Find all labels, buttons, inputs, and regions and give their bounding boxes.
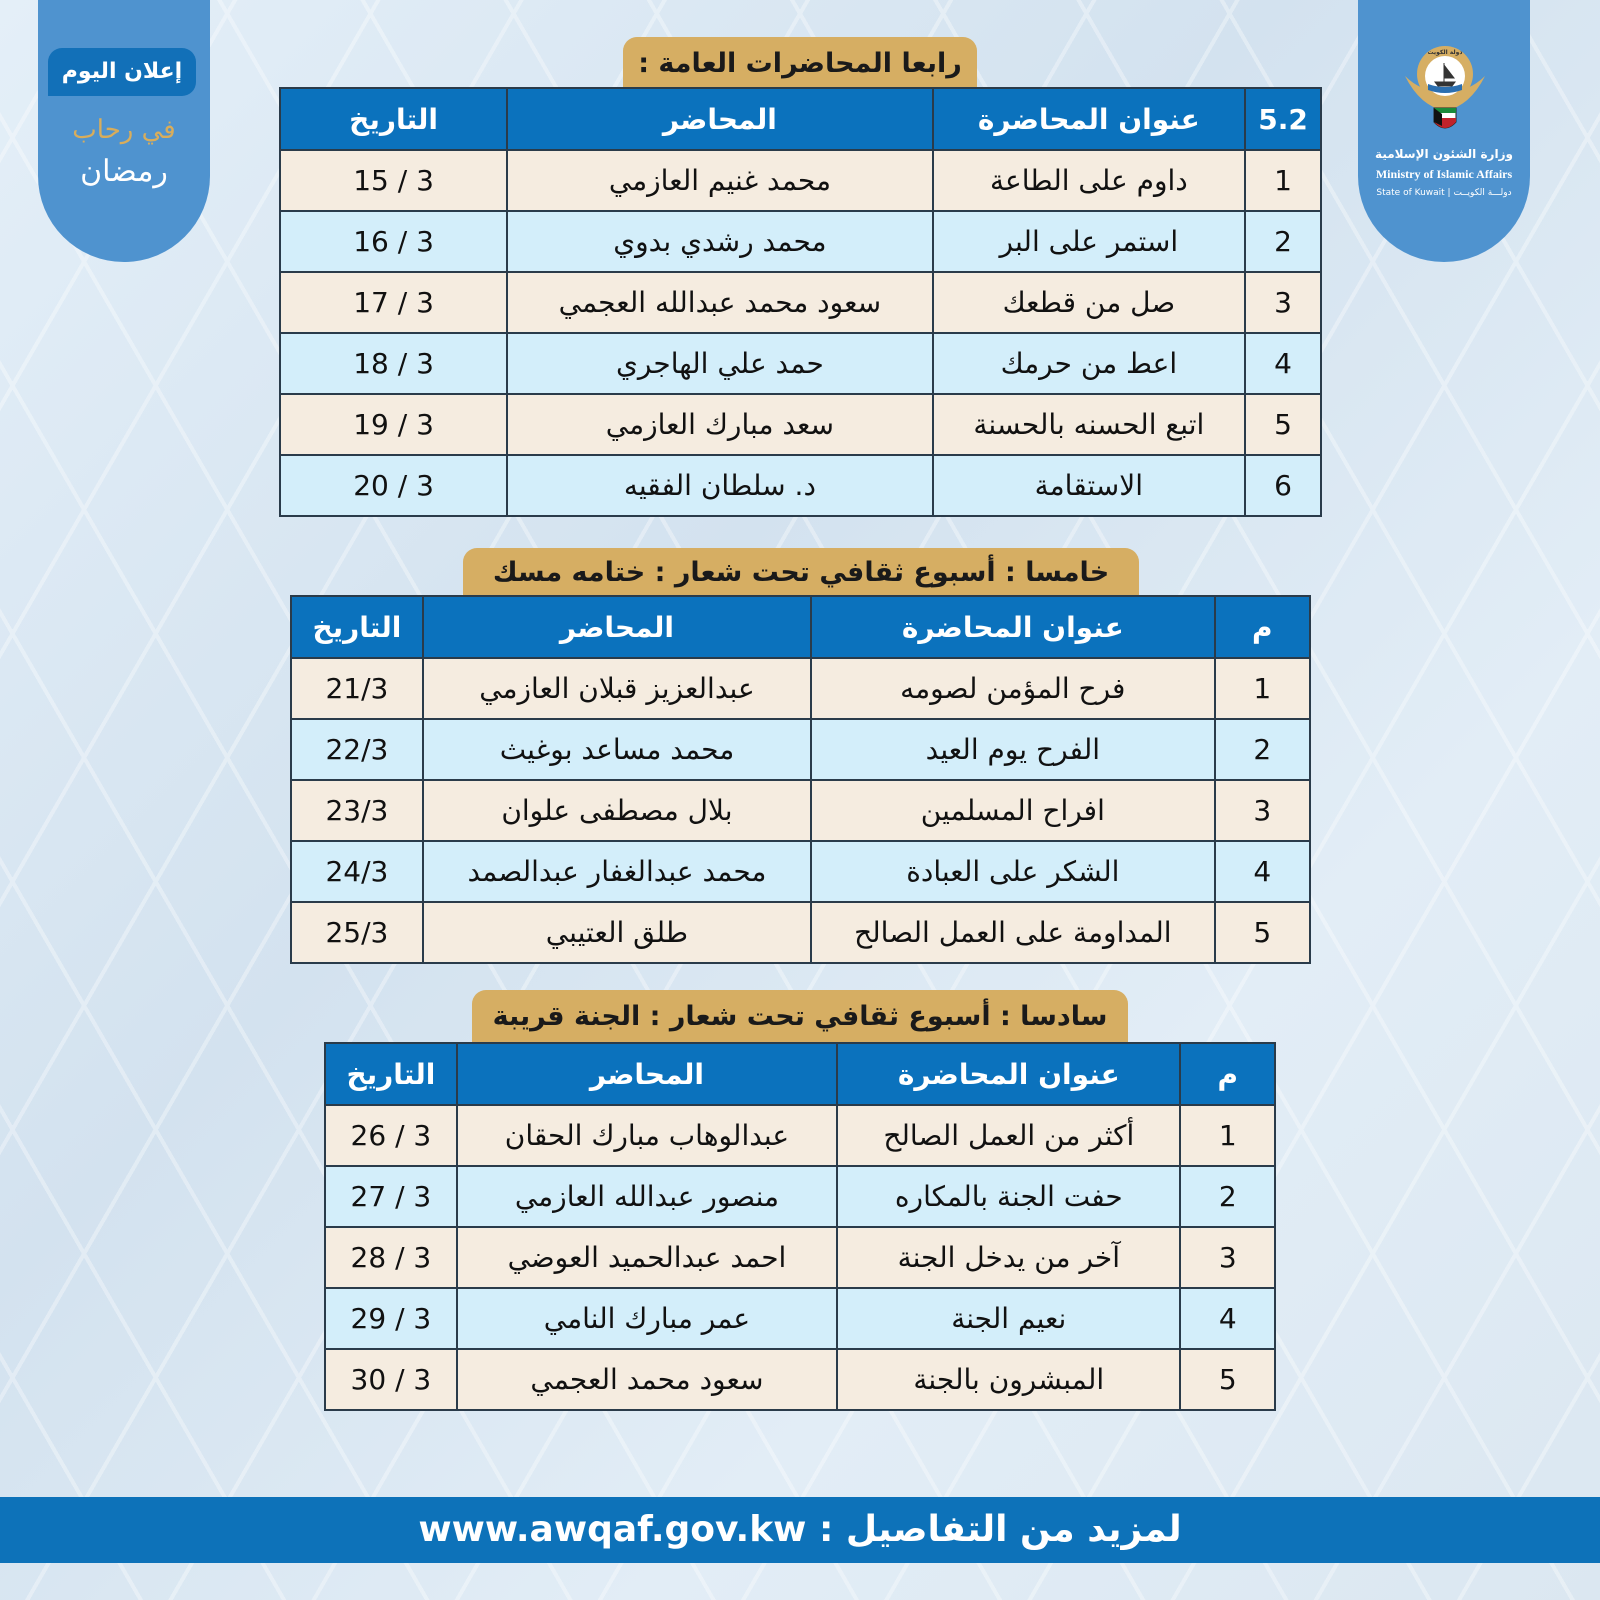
lecture-date: 3 / 19 [280, 394, 507, 455]
ramadan-badge [38, 0, 210, 262]
ministry-badge [1358, 0, 1530, 262]
lectures-table [279, 87, 1322, 517]
row-number: 4 [1245, 333, 1321, 394]
column-header-lecture-date: التاريخ [280, 88, 507, 150]
lecturer-name: عبدالعزيز قبلان العازمي [423, 658, 811, 719]
lecturer-name: احمد عبدالحميد العوضي [457, 1227, 837, 1288]
footer-banner [0, 1497, 1600, 1563]
lecture-date: 3 / 20 [280, 455, 507, 516]
row-number: 2 [1180, 1166, 1275, 1227]
lectures-table [290, 595, 1311, 964]
lecture-title: حفت الجنة بالمكاره [837, 1166, 1180, 1227]
section-title: سادسا : أسبوع ثقافي تحت شعار : الجنة قريبة [472, 990, 1128, 1042]
lecturer-name: بلال مصطفى علوان [423, 780, 811, 841]
lecture-date: 3 / 28 [325, 1227, 457, 1288]
lecture-date: 3 / 15 [280, 150, 507, 211]
row-number: 1 [1215, 658, 1310, 719]
column-header-row-number: م [1180, 1043, 1275, 1105]
table-row [325, 1227, 1275, 1288]
row-number: 1 [1180, 1105, 1275, 1166]
row-number: 5 [1215, 902, 1310, 963]
table-row [291, 658, 1310, 719]
table-row [291, 841, 1310, 902]
lecture-date: 3 / 18 [280, 333, 507, 394]
row-number: 5 [1180, 1349, 1275, 1410]
table-header-row [325, 1043, 1275, 1105]
lecturer-name: محمد غنيم العازمي [507, 150, 932, 211]
announcement-label: إعلان اليوم [48, 48, 196, 96]
table-row [325, 1105, 1275, 1166]
lecturer-name: سعود محمد عبدالله العجمي [507, 272, 932, 333]
column-header-lecturer-name: المحاضر [507, 88, 932, 150]
lecture-title: اتبع الحسنه بالحسنة [933, 394, 1246, 455]
lecture-date: 3 / 17 [280, 272, 507, 333]
lecture-title: فرح المؤمن لصومه [811, 658, 1214, 719]
table-row [280, 272, 1321, 333]
lecturer-name: سعود محمد العجمي [457, 1349, 837, 1410]
column-header-lecturer-name: المحاضر [423, 596, 811, 658]
lectures-table [324, 1042, 1276, 1411]
row-number: 3 [1215, 780, 1310, 841]
row-number: 4 [1180, 1288, 1275, 1349]
column-header-row-number: م [1215, 596, 1310, 658]
row-number: 2 [1245, 211, 1321, 272]
lecturer-name: محمد رشدي بدوي [507, 211, 932, 272]
table-row [325, 1166, 1275, 1227]
column-header-row-number: 5.2 [1245, 88, 1321, 150]
lecture-date: 3 / 30 [325, 1349, 457, 1410]
ministry-name-ar: وزارة الشئون الإسلامية [1375, 147, 1513, 161]
logo-text-gold: في رحاب [72, 115, 176, 145]
lecturer-name: محمد عبدالغفار عبدالصمد [423, 841, 811, 902]
column-header-lecture-title: عنوان المحاضرة [837, 1043, 1180, 1105]
column-header-lecture-date: التاريخ [291, 596, 423, 658]
column-header-lecture-date: التاريخ [325, 1043, 457, 1105]
table-row [291, 780, 1310, 841]
table-row [280, 211, 1321, 272]
lecture-date: 3 / 16 [280, 211, 507, 272]
lecture-title: افراح المسلمين [811, 780, 1214, 841]
ministry-name-en: Ministry of Islamic Affairs [1375, 167, 1513, 181]
row-number: 5 [1245, 394, 1321, 455]
lecture-title: آخر من يدخل الجنة [837, 1227, 1180, 1288]
lecture-title: الاستقامة [933, 455, 1246, 516]
lecture-title: الشكر على العبادة [811, 841, 1214, 902]
table-row [280, 150, 1321, 211]
kuwait-crest-icon [1400, 36, 1490, 136]
table-row [280, 333, 1321, 394]
lecturer-name: طلق العتيبي [423, 902, 811, 963]
lecturer-name: عبدالوهاب مبارك الحقان [457, 1105, 837, 1166]
table-header-row [291, 596, 1310, 658]
lecture-title: المداومة على العمل الصالح [811, 902, 1214, 963]
column-header-lecture-title: عنوان المحاضرة [811, 596, 1214, 658]
section-title: رابعا المحاضرات العامة : [623, 37, 977, 87]
row-number: 6 [1245, 455, 1321, 516]
lecture-title: نعيم الجنة [837, 1288, 1180, 1349]
lecture-title: استمر على البر [933, 211, 1246, 272]
table-row [325, 1288, 1275, 1349]
website-link[interactable]: www.awqaf.gov.kw [418, 1509, 807, 1550]
lecture-title: اعط من حرمك [933, 333, 1246, 394]
row-number: 1 [1245, 150, 1321, 211]
lecturer-name: د. سلطان الفقيه [507, 455, 932, 516]
lecture-title: الفرح يوم العيد [811, 719, 1214, 780]
lecture-title: داوم على الطاعة [933, 150, 1246, 211]
lecture-title: صل من قطعك [933, 272, 1246, 333]
lecture-date: 3 / 26 [325, 1105, 457, 1166]
row-number: 3 [1180, 1227, 1275, 1288]
ramadan-logo [54, 110, 194, 220]
lecturer-name: حمد علي الهاجري [507, 333, 932, 394]
footer-label: لمزيد من التفاصيل : [818, 1509, 1182, 1550]
table-row [291, 719, 1310, 780]
lecture-date: 21/3 [291, 658, 423, 719]
lecturer-name: سعد مبارك العازمي [507, 394, 932, 455]
section-title: خامسا : أسبوع ثقافي تحت شعار : ختامه مسك [463, 548, 1139, 595]
lecturer-name: محمد مساعد بوغيث [423, 719, 811, 780]
column-header-lecturer-name: المحاضر [457, 1043, 837, 1105]
row-number: 2 [1215, 719, 1310, 780]
table-row [291, 902, 1310, 963]
lecture-date: 3 / 27 [325, 1166, 457, 1227]
row-number: 4 [1215, 841, 1310, 902]
lecturer-name: منصور عبدالله العازمي [457, 1166, 837, 1227]
table-row [325, 1349, 1275, 1410]
table-row [280, 394, 1321, 455]
lecture-title: المبشرون بالجنة [837, 1349, 1180, 1410]
lecture-date: 3 / 29 [325, 1288, 457, 1349]
lecture-date: 23/3 [291, 780, 423, 841]
lecture-date: 24/3 [291, 841, 423, 902]
logo-text-white: رمضان [80, 154, 168, 189]
lecturer-name: عمر مبارك النامي [457, 1288, 837, 1349]
lecture-date: 25/3 [291, 902, 423, 963]
row-number: 3 [1245, 272, 1321, 333]
crest-text: دولة الكويت [1427, 49, 1463, 56]
table-row [280, 455, 1321, 516]
lecture-date: 22/3 [291, 719, 423, 780]
state-label: State of Kuwait | دولـــة الكويــت [1376, 188, 1512, 198]
table-header-row [280, 88, 1321, 150]
lecture-title: أكثر من العمل الصالح [837, 1105, 1180, 1166]
column-header-lecture-title: عنوان المحاضرة [933, 88, 1246, 150]
